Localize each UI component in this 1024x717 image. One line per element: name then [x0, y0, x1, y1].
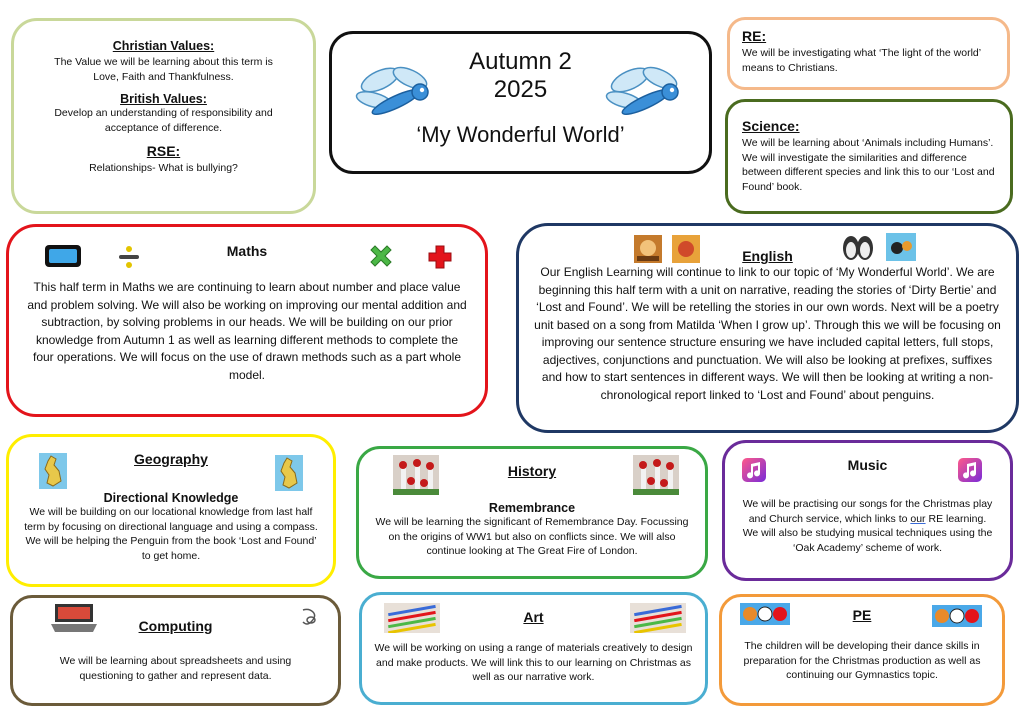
british-values-text: Develop an understanding of responsibility and acceptance of difference. [54, 107, 273, 134]
calculator-icon [43, 243, 83, 269]
christian-values-text: The Value we will be learning about this term is Love, Faith and Thankfulness. [54, 56, 273, 83]
re-heading: RE: [742, 28, 767, 44]
maths-panel [6, 224, 488, 417]
plus-icon [427, 244, 453, 270]
art-heading: Art [523, 609, 544, 625]
maths-text: This half term in Maths we are continuing to learn about number and place value and problem solving. We will also be working on improving our mental addition and subtraction, by solving problems in our heads. We will be building on our prior knowledge from Autumn 1 as well as learning different methods to complete the four operations. We will focus on the use of drawn methods such as a part whole model. [27, 280, 467, 382]
art-text: We will be working on using a range of materials creatively to design and make products. We will link this to our learning on Christmas as well as our narrative work. [374, 642, 693, 683]
christian-values-heading: Christian Values: [112, 39, 215, 53]
dragonfly-icon [602, 62, 688, 132]
sports-balls-icon [740, 603, 790, 625]
penguins-icon [841, 231, 875, 261]
book-matilda-icon [671, 234, 701, 264]
geography-subheading: Directional Knowledge [103, 491, 239, 505]
music-note-icon [957, 457, 983, 483]
history-text: We will be learning the significant of Remembrance Day. Focussing on the origins of WW1 but also on conflicts since. We will also continue looking at The Great Fire of London. [375, 516, 689, 557]
english-text: Our English Learning will continue to link to our topic of ‘My Wonderful World’. We are beginning this half term with a unit on narrative, reading the stories of ‘Dirty Bertie’ and ‘Lost and Found’. We will be retelling the stories in our own words. Next will be a poetry unit based on a song from Matilda ‘When I grow up’. Through this we will be focusing on improving our sentence structure ensuring we have included capital letters, full stops, adjectives, conjunctions and punctuation. We will also be looking at prefixes, suffixes and how to start sentences in different ways. We will then be looking at writing a non-chronological report linked to ‘Lost and Found’ about penguins. [534, 265, 1001, 402]
pe-heading: PE [852, 607, 872, 623]
re-panel [727, 17, 1010, 90]
british-values-heading: British Values: [120, 92, 207, 106]
dragonfly-icon [352, 62, 438, 132]
music-heading: Music [847, 457, 888, 473]
rse-heading: RSE: [146, 143, 181, 159]
geography-heading: Geography [134, 451, 208, 467]
history-heading: History [507, 463, 557, 479]
term-title: Autumn 2 [469, 48, 572, 75]
book-lost-and-found-icon [885, 232, 917, 262]
english-panel [516, 223, 1019, 433]
maths-heading: Maths [226, 243, 268, 259]
paints-icon [384, 603, 440, 633]
music-text-part2: RE learning. We will also be studying musical techniques using the ‘Oak Academy’ scheme of work. [742, 512, 993, 554]
paints-icon [630, 603, 686, 633]
computing-heading: Computing [138, 618, 213, 634]
science-text: We will be learning about ‘Animals including Humans’. We will investigate the similarities and difference between different species and link this to our ‘Lost and Found’ book. [742, 137, 995, 193]
sports-balls-icon [932, 605, 982, 627]
music-text-our: our [910, 512, 926, 525]
music-text-part1: We will be practising our songs for the Christmas play and Church service, which links to [742, 498, 993, 525]
title-panel [329, 31, 712, 174]
english-heading: English [742, 248, 793, 264]
pe-text: The children will be developing their dance skills in preparation for the Christmas production as well as continuing our Gymnastics topic. [743, 640, 981, 681]
music-panel [722, 440, 1013, 581]
science-panel [725, 99, 1013, 214]
poppies-icon [633, 455, 679, 495]
music-text [741, 497, 994, 555]
science-heading: Science: [742, 118, 800, 134]
term-year: 2025 [493, 76, 548, 103]
rse-text: Relationships- What is bullying? [89, 162, 238, 174]
computing-text: We will be learning about spreadsheets and using questioning to gather and represent data. [59, 655, 292, 682]
music-note-icon [741, 457, 767, 483]
history-subheading: Remembrance [488, 501, 576, 515]
geography-text: We will be building on our locational knowledge from last half term by focusing on directional language and using a compass. We will be helping the Penguin from the book ‘Lost and Found’ to get home. [24, 506, 318, 562]
re-text: We will be investigating what ‘The light of the world’ means to Christians. [742, 47, 981, 74]
uk-map-icon [275, 455, 303, 491]
computing-panel [10, 595, 341, 706]
poppies-icon [393, 455, 439, 495]
multiply-icon [367, 242, 395, 270]
uk-map-icon [39, 453, 67, 489]
topic-title: ‘My Wonderful World’ [416, 122, 625, 147]
art-panel [359, 592, 708, 705]
geography-panel [6, 434, 336, 587]
divide-icon [117, 245, 141, 269]
values-panel [11, 18, 316, 214]
laptop-icon [49, 602, 99, 634]
book-dirty-bertie-icon [633, 234, 663, 264]
history-panel [356, 446, 708, 579]
mouse-icon [299, 606, 321, 628]
pe-panel [719, 594, 1005, 706]
